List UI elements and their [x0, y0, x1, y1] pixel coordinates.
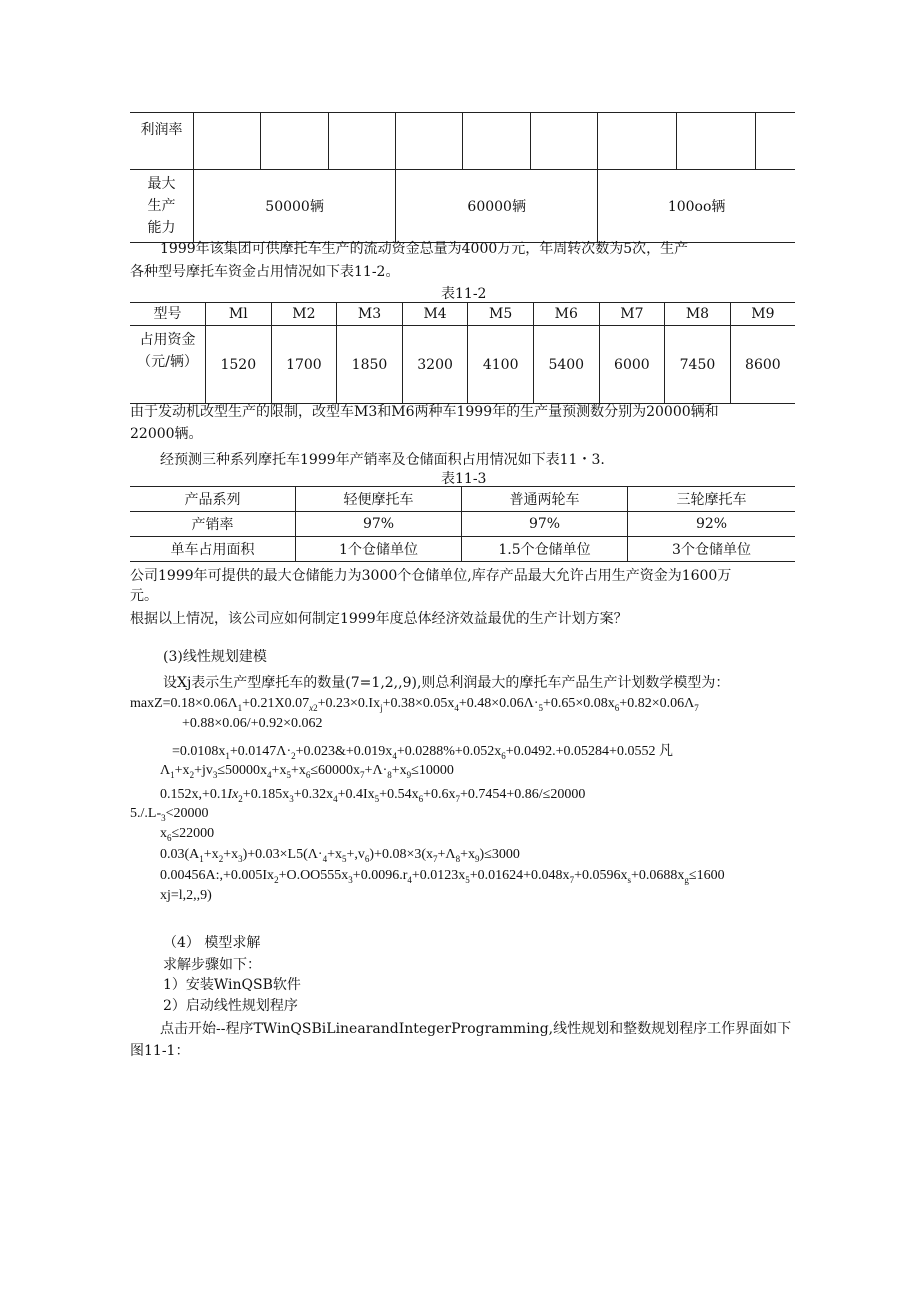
paragraph-line: 元。: [130, 588, 158, 604]
table-cell: [530, 113, 597, 170]
header-cell: 普通两轮车: [462, 487, 628, 512]
value-cell: 1700: [271, 326, 337, 404]
header-cell: 三轮摩托车: [628, 487, 796, 512]
table-cell: 92%: [628, 512, 796, 537]
table-cell: [194, 113, 261, 170]
table-cell: [755, 113, 795, 170]
label-line: （元/辆）: [137, 354, 198, 370]
paragraph-line: 由于发动机改型生产的限制，改型车M3和M6两种车1999年的生产量预测数分别为20000辆和: [130, 404, 719, 420]
capacity-table: [130, 112, 795, 243]
paragraph-line: 各种型号摩托车资金占用情况如下表11-2。: [130, 264, 400, 280]
label-line: 生产: [147, 198, 176, 214]
value-cell: 7450: [665, 326, 731, 404]
model-header: M8: [665, 303, 731, 326]
formula-line: $0.152x,+0.1Ix_2+0.185x_3+0.32x_4+0.4Ix_5+0.54x_6+0.6x_7+0.7454+0.86/\le 20000$: [160, 787, 586, 804]
model-header: M9: [730, 303, 795, 326]
model-header: M3: [337, 303, 403, 326]
row-label-capital: [130, 326, 206, 404]
table-cell: 97%: [296, 512, 462, 537]
capital-usage-table: [130, 302, 795, 404]
paragraph-line: 图11-1：: [130, 1043, 190, 1059]
model-header: M5: [468, 303, 534, 326]
section-heading: (3)线性规划建模: [163, 649, 267, 665]
formula-line: $\max Z=0.18\times 0.06\Lambda_1+0.21X0.07_{x2}+0.23\times 0.Ix_j+0.38\times 0.05x_4+0.48\times 0.06\Lambda\cdot_5+0.65\times 0.08x_6+0.82\times 0.06\Lambda_7$: [130, 696, 699, 713]
capacity-cell: 50000辆: [194, 170, 396, 243]
capacity-cell: 60000辆: [396, 170, 598, 243]
row-label-profit-rate: 利润率: [130, 113, 194, 170]
table-cell: [261, 113, 328, 170]
value-cell: 1520: [206, 326, 272, 404]
table-cell: 1.5个仓储单位: [462, 537, 628, 562]
formula-line: $\Lambda_1+x_2+jv_3\le 50000x_4+x_5+x_6\le 60000x_7+\Lambda\cdot_8+x_9\le 10000$: [160, 763, 454, 780]
paragraph-line: 点击开始--程序TWinQSBiLinearandIntegerProgramming,线性规划和整数规划程序工作界面如下: [160, 1021, 792, 1037]
paragraph-line: 1999年该集团可供摩托车生产的流动资金总量为4000万元，年周转次数为5次，生产: [160, 241, 689, 257]
header-label: 型号: [130, 303, 206, 326]
formula-line: $5./.L-_3<20000$: [130, 806, 209, 823]
sales-storage-table: [130, 486, 795, 562]
table-cell: [396, 113, 463, 170]
capacity-cell: 100oo辆: [667, 199, 726, 215]
formula-line: xj=l,2,,9): [160, 888, 212, 903]
header-cell: 轻便摩托车: [296, 487, 462, 512]
header-cell: 产品系列: [130, 487, 296, 512]
table-cell: [328, 113, 395, 170]
formula-line: $0.00456A:,+0.005Ix_2+O.OO555x_3+0.0096.r_4+0.0123x_5+0.01624+0.048x_7+0.0596x_s+0.0688x_g\le 1600$: [160, 868, 725, 885]
formula-line: +0.88×0.06/+0.92×0.062: [182, 716, 323, 731]
section-heading: （4） 模型求解: [163, 935, 261, 951]
paragraph-line: 经预测三种系列摩托车1999年产销率及仓储面积占用情况如下表11・3.: [160, 452, 605, 468]
model-header: M4: [402, 303, 468, 326]
table-caption: 表11-3: [441, 471, 487, 487]
step-item: 2）启动线性规划程序: [163, 998, 298, 1014]
paragraph-line: 公司1999年可提供的最大仓储能力为3000个仓储单位,库存产品最大允许占用生产资金为1600万: [130, 568, 732, 584]
formula-line: $x_6\le 22000$: [160, 826, 215, 843]
formula-line: $=0.0108x_1+0.0147\Lambda\cdot_2+0.023\&+0.019x_4+0.0288\%+0.052x_6+0.0492.+0.05284+0.0552$ 凡: [172, 744, 673, 761]
model-header: M7: [599, 303, 665, 326]
label-line: 能力: [147, 220, 176, 236]
table-cell: [677, 113, 756, 170]
table-caption: 表11-2: [441, 286, 487, 302]
label-line: 占用资金: [139, 332, 196, 348]
row-label: 产销率: [130, 512, 296, 537]
row-label-max-capacity: [130, 170, 194, 243]
step-item: 1）安装WinQSB软件: [163, 977, 301, 993]
table-cell: [598, 113, 677, 170]
table-cell: 1个仓储单位: [296, 537, 462, 562]
paragraph-line: 求解步骤如下：: [163, 957, 261, 973]
paragraph-line: 根据以上情况，该公司应如何制定1999年度总体经济效益最优的生产计划方案？: [130, 611, 628, 627]
value-cell: 6000: [599, 326, 665, 404]
value-cell: 4100: [468, 326, 534, 404]
value-cell: 1850: [337, 326, 403, 404]
table-cell: [463, 113, 530, 170]
model-header: Ml: [206, 303, 272, 326]
value-cell: 5400: [533, 326, 599, 404]
model-header: M6: [533, 303, 599, 326]
model-header: M2: [271, 303, 337, 326]
label-line: 最大: [147, 176, 176, 192]
formula-line: $0.03(A_1+x_2+x_3)+0.03\times L5(\Lambda\cdot_4+x_5+,v_6)+0.08\times 3(x_7+\Lambda_8+x_9)\le 3000$: [160, 847, 520, 864]
row-label: 单车占用面积: [130, 537, 296, 562]
value-cell: 8600: [745, 356, 781, 373]
table-cell: 3个仓储单位: [672, 542, 751, 558]
value-cell: 3200: [402, 326, 468, 404]
paragraph-line: 22000辆。: [130, 426, 203, 442]
table-cell: 97%: [462, 512, 628, 537]
paragraph-line: 设Xj表示生产型摩托车的数量(7=1,2,,9),则总利润最大的摩托车产品生产计划数学模型为：: [163, 675, 730, 691]
